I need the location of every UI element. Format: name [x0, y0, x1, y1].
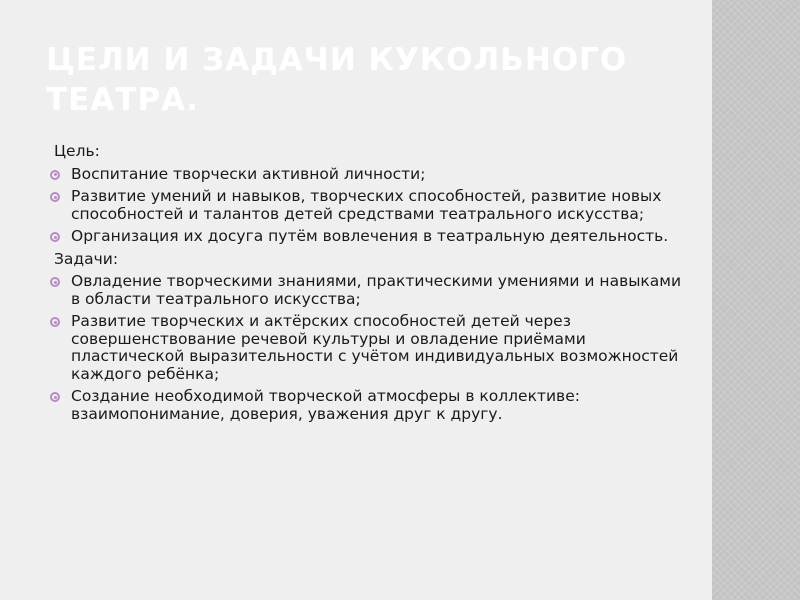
goal-text: Организация их досуга путём вовлечения в театральную деятельность. — [71, 227, 669, 245]
circle-bullet-icon — [50, 317, 60, 327]
slide-content — [46, 143, 686, 428]
list-item — [46, 228, 686, 246]
task-text: Создание необходимой творческой атмосферы в коллективе: взаимопонимание, доверия, уважения друг к другу. — [71, 387, 580, 423]
tasks-label: Задачи: — [54, 249, 119, 268]
decorative-side-panel — [712, 0, 800, 600]
tasks-list — [46, 273, 686, 423]
slide-title: ЦЕЛИ И ЗАДАЧИ КУКОЛЬНОГО ТЕАТРА. — [46, 42, 628, 118]
task-text: Овладение творческими знаниями, практическими умениями и навыками в области театрального искусства; — [71, 272, 682, 308]
goal-text: Воспитание творчески активной личности; — [71, 164, 426, 183]
circle-bullet-icon — [50, 192, 60, 202]
circle-bullet-icon — [50, 277, 60, 287]
goals-list — [46, 166, 686, 246]
list-item — [46, 273, 686, 308]
list-item — [46, 166, 686, 184]
goal-label: Цель: — [54, 142, 100, 160]
goal-text: Развитие умений и навыков, творческих способностей, развитие новых способностей и талантов детей средствами театрального искусства; — [71, 187, 662, 223]
circle-bullet-icon — [50, 170, 60, 180]
circle-bullet-icon — [50, 392, 60, 402]
list-item — [46, 388, 686, 423]
list-item — [46, 313, 686, 383]
list-item — [46, 188, 686, 223]
task-text: Развитие творческих и актёрских способностей детей через совершенствование речевой культуры и овладение приёмами пластической выразительности с учётом индивидуальных возможностей каждого ребёнка; — [71, 312, 679, 383]
circle-bullet-icon — [50, 232, 60, 242]
